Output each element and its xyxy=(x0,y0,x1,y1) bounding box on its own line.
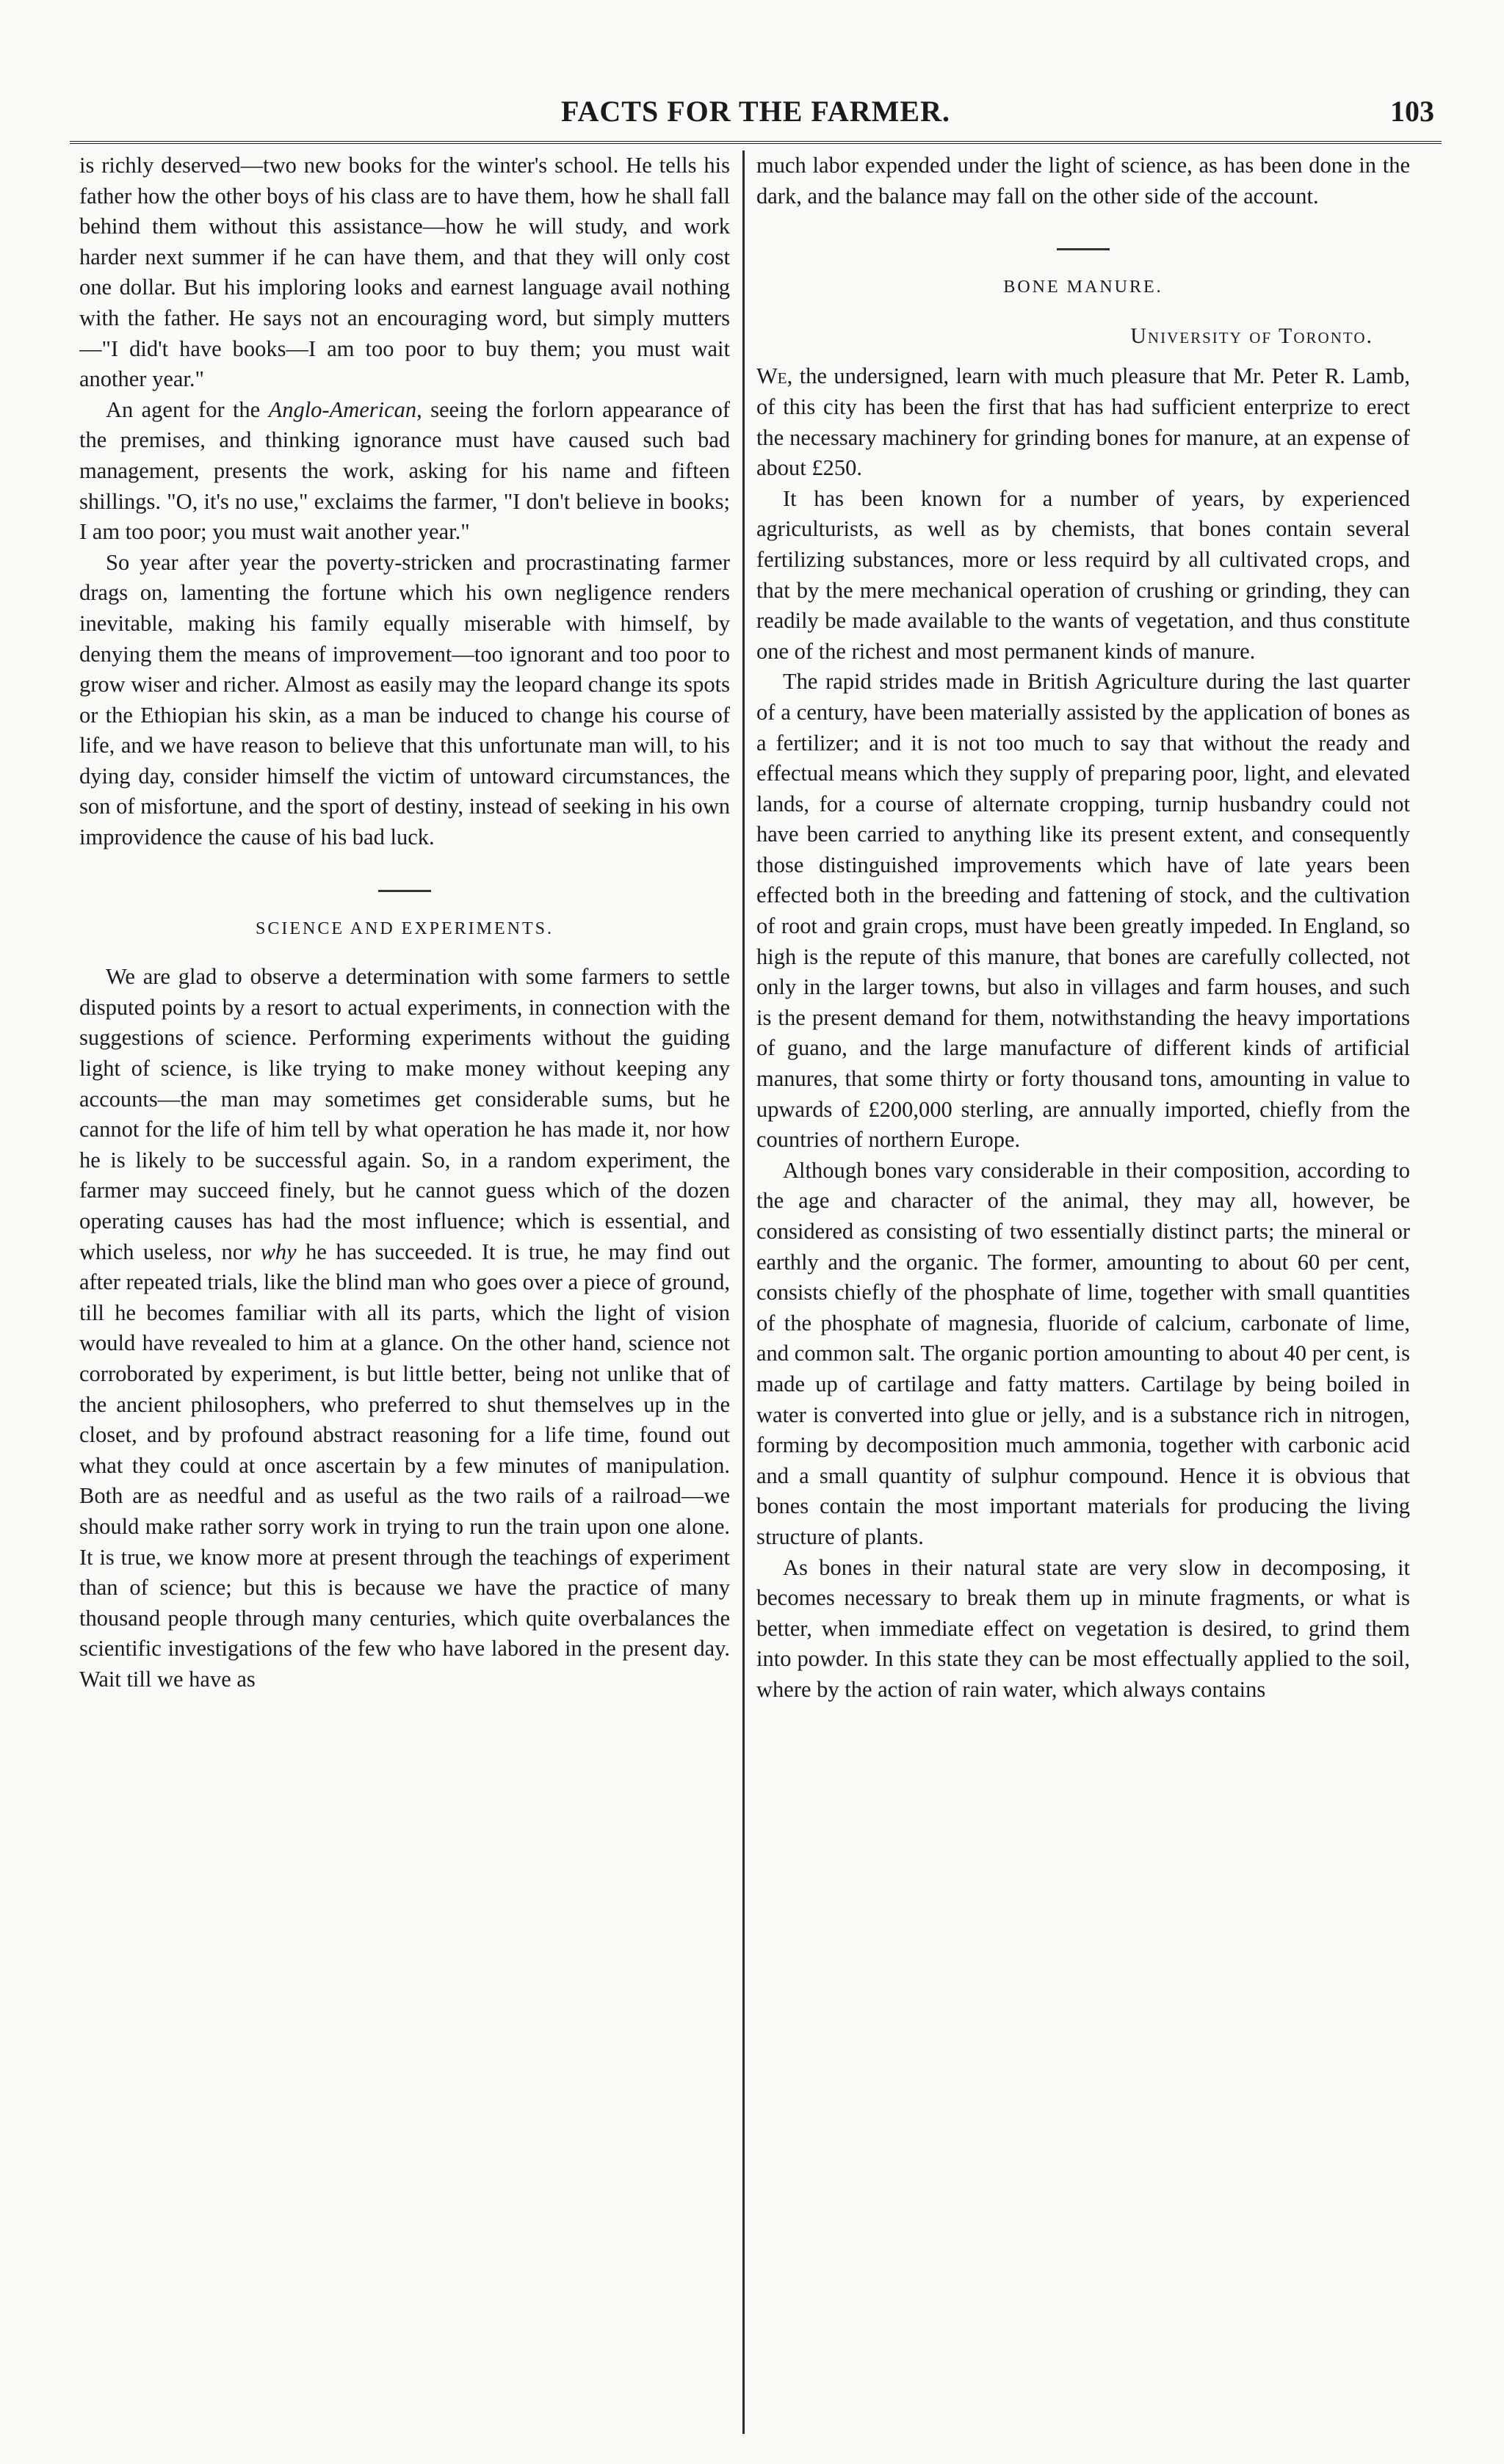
paragraph: It has been known for a number of years, by experienced agriculturists, as well as by chemists, that bones contain several fertilizing substances, more or less requird by all cultivated crops, and that by the mere mechanical operation of crushing or grinding, they can readily be made available to the wants of vegetation, and thus constitute one of the richest and most permanent kinds of manure. xyxy=(756,485,1410,664)
paragraph: much labor expended under the light of science, as has been done in the dark, and the balance may fall on the other side of the account. xyxy=(756,153,1410,209)
paragraph: is richly deserved—two new books for the winter's school. He tells his father how the other boys of his class are to have them, how he shall fall behind them without this assistance—how he will study, and work harder next summer if he can have them, and that they will only cost one dollar. But his imploring looks and earnest language avail nothing with the father. He says not an encouraging word, but simply mutters—"I did't have books—I am too poor to buy them; you must wait another year." xyxy=(79,153,730,392)
paragraph xyxy=(756,361,1410,483)
left-column xyxy=(79,151,730,2434)
paragraph: Although bones vary considerable in their composition, according to the age and character of the animal, they may all, however, be considered as consisting of two essentially distinct parts; the mineral or earthly and the organic. The former, amounting to about 60 per cent, consists chiefly of the phosphate of lime, together with small quantities of the phosphate of magnesia, fluoride of calcium, carbonate of lime, and common salt. The organic portion amounting to about 40 per cent, is made up of cartilage and fatty matters. Cartilage by being boiled in water is converted into glue or jelly, and is a substance rich in nitrogen, forming by decomposition much ammonia, together with carbonic acid and a small quantity of sulphur compound. Hence it is obvious that bones contain the most important materials for producing the living structure of plants. xyxy=(756,1157,1410,1549)
right-column xyxy=(756,151,1410,2434)
paragraph-text: he has succeeded. It is true, he may find out after repeated trials, like the blind man who goes over a piece of ground, till he becomes familiar with all its parts, which the light of vision would have revealed to him at a glance. On the other hand, science not corroborated by experiment, is but little better, being not unlike that of the ancient philosophers, who preferred to shut themselves up in the closet, and by profound abstract reasoning for a life time, found out what they could at once ascertain by a few minutes of manipulation. Both are as needful and as useful as the two rails of a railroad—we should make rather sorry work in trying to run the train upon one alone. It is true, we know more at present through the teachings of experiment than of science; but this is because we have the practice of many thousand people through many centuries, which quite overbalances the scientific investigations of the few who have labored in the present day. Wait till we have as xyxy=(79,1239,730,1692)
paragraph-text: , the undersigned, learn with much pleasure that Mr. Peter R. Lamb, of this city has been the first that has had sufficient enterprize to erect the necessary machinery for grinding bones for manure, at an expense of about £250. xyxy=(756,363,1410,481)
section-divider xyxy=(1057,248,1110,250)
paragraph-text: An agent for the xyxy=(106,396,269,422)
lead-word: We xyxy=(756,363,787,389)
column-divider xyxy=(742,151,745,2434)
dateline: University of Toronto. xyxy=(1130,323,1373,348)
paragraph-text: We are glad to observe a determination with some farmers to settle disputed points by a resort to actual experiments, in connection with the suggestions of science. Performing experiments without the guiding light of science, is like trying to make money without keeping any accounts—the man may sometimes get considerable sums, but he cannot for the life of him tell by what operation he has made it, nor how he is likely to be successful again. So, in a random experiment, the farmer may succeed finely, but he cannot guess which of the dozen operating causes has had the most influence; which is essential, and which useless, nor xyxy=(79,964,730,1264)
paragraph: As bones in their natural state are very slow in decomposing, it becomes necessary to break them up in minute fragments, or what is better, when immediate effect on vegetation is desired, to grind them into powder. In this state they can be most effectually applied to the soil, where by the action of rain water, which always contains xyxy=(756,1554,1410,1702)
page-number: 103 xyxy=(1390,95,1434,128)
section-divider xyxy=(378,890,431,892)
running-title: FACTS FOR THE FARMER. xyxy=(561,95,950,128)
paragraph-text: , seeing the forlorn appearance of the premises, and thinking ignorance must have caused such bad management, presents the work, asking for his name and fifteen shillings. "O, it's no use," exclaims the farmer, "I don't believe in books; I am too poor; you must wait another year." xyxy=(79,396,730,545)
section-heading: SCIENCE AND EXPERIMENTS. xyxy=(255,918,554,938)
emphasis: why xyxy=(260,1239,297,1264)
paragraph: So year after year the poverty-stricken and procrastinating farmer drags on, lamenting the fortune which his own negligence renders inevitable, making his family equally miserable with himself, by denying them the means of improvement—too ignorant and too poor to grow wiser and richer. Almost as easily may the leopard change its spots or the Ethiopian his skin, as a man be induced to change his course of life, and we have reason to believe that this unfortunate man will, to his dying day, consider himself the victim of untoward circumstances, the son of misfortune, and the sport of destiny, instead of seeking in his own improvidence the cause of his bad luck. xyxy=(79,549,730,850)
page-header xyxy=(70,90,1442,144)
publication-title: Anglo-American xyxy=(268,396,417,422)
section-heading: BONE MANURE. xyxy=(1003,278,1163,297)
paragraph xyxy=(79,395,730,548)
paragraph: The rapid strides made in British Agriculture during the last quarter of a century, have been materially assisted by the application of bones as a fertilizer; and it is not too much to say that without the ready and effectual means which they supply of preparing poor, light, and elevated lands, for a course of alternate cropping, turnip husbandry could not have been carried to anything like its present extent, and consequently those distinguished improvements which have of late years been effected both in the breeding and fattening of stock, and the cultivation of root and grain crops, must have been greatly impeded. In England, so high is the repute of this manure, that bones are carefully collected, not only in the larger towns, but also in villages and farm houses, and such is the present demand for them, notwithstanding the heavy importations of guano, and the large manufacture of different kinds of artificial manures, that some thirty or forty thousand tons, amounting in value to upwards of £200,000 sterling, are annually imported, chiefly from the countries of northern Europe. xyxy=(756,669,1410,1153)
paragraph xyxy=(79,962,730,1695)
